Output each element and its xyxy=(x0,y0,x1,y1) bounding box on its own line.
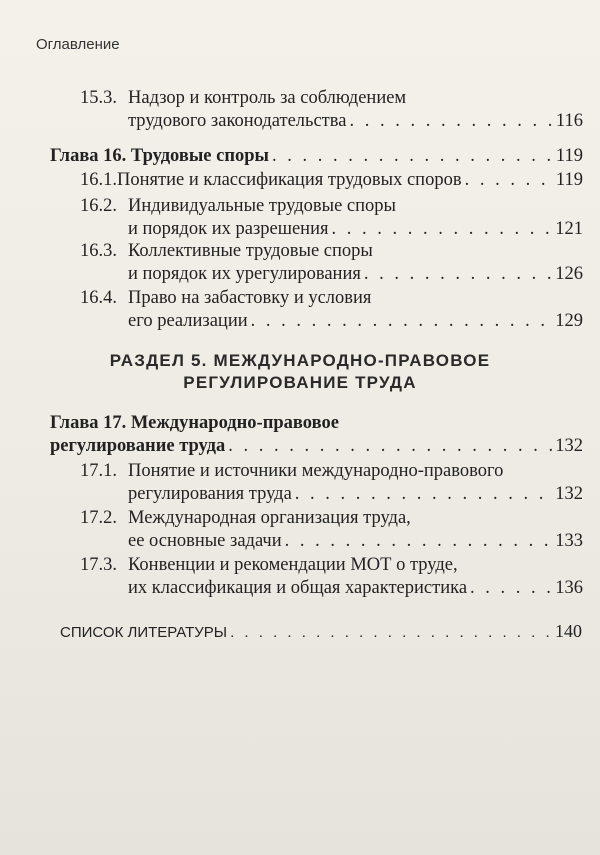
entry-title-line2: и порядок их разрешения xyxy=(128,219,329,239)
entry-title-line2: его реализации xyxy=(128,311,248,331)
entry-title-line2: трудового законодательства xyxy=(128,111,347,131)
page-number: 119 xyxy=(555,146,583,166)
entry-title-line1: Понятие и источники международно-правового xyxy=(128,461,504,481)
page-number: 136 xyxy=(555,578,583,598)
leader-dots xyxy=(349,110,552,133)
page-number: 133 xyxy=(555,531,583,551)
entry-number: 16.4. xyxy=(80,288,117,308)
page-number: 132 xyxy=(555,436,583,456)
entry-title: Понятие и классификация трудовых споров xyxy=(117,170,462,190)
chapter-title-line1: Глава 17. Международно-правовое xyxy=(50,413,339,433)
page-number: 132 xyxy=(555,484,583,504)
toc-entry-16-2[interactable] xyxy=(80,195,583,241)
entry-number: 16.2. xyxy=(80,196,117,216)
page-number: 119 xyxy=(555,170,583,190)
leader-dots xyxy=(465,169,553,192)
toc-entry-16-1[interactable] xyxy=(80,169,583,192)
entry-title-line2: ее основные задачи xyxy=(128,531,282,551)
chapter-title: Глава 16. Трудовые споры xyxy=(50,146,269,166)
bibliography-label: СПИСОК ЛИТЕРАТУРЫ xyxy=(60,624,228,641)
entry-title-line2: регулирования труда xyxy=(128,484,292,504)
entry-title-line1: Международная организация труда, xyxy=(128,508,411,528)
entry-number: 16.1. xyxy=(80,170,117,190)
entry-title-line2: их классификация и общая характеристика xyxy=(128,578,468,598)
page-number: 140 xyxy=(555,621,582,641)
entry-title-line1: Надзор и контроль за соблюдением xyxy=(128,88,407,108)
toc-entry-17-1[interactable] xyxy=(80,460,583,506)
leader-dots xyxy=(470,577,552,600)
chapter-title-line2: регулирование труда xyxy=(50,436,226,456)
toc-entry-17-2[interactable] xyxy=(80,507,583,553)
entry-title-line1: Право на забастовку и условия xyxy=(128,288,372,308)
toc-chapter-17[interactable] xyxy=(50,412,583,458)
page-number: 121 xyxy=(555,219,583,239)
toc-chapter-16[interactable] xyxy=(50,145,583,168)
toc-entry-17-3[interactable] xyxy=(80,554,583,600)
entry-number: 17.2. xyxy=(80,508,117,528)
leader-dots xyxy=(272,145,553,168)
leader-dots xyxy=(251,310,553,333)
entry-number: 16.3. xyxy=(80,241,117,261)
section-heading-line1: РАЗДЕЛ 5. МЕЖДУНАРОДНО-ПРАВОВОЕ xyxy=(109,351,491,370)
page-number: 129 xyxy=(555,311,583,331)
entry-title-line1: Коллективные трудовые споры xyxy=(128,241,373,261)
entry-title-line2: и порядок их урегулирования xyxy=(128,264,361,284)
entry-title-line1: Индивидуальные трудовые споры xyxy=(128,196,396,216)
leader-dots xyxy=(364,263,552,286)
leader-dots xyxy=(285,530,553,553)
leader-dots xyxy=(230,624,552,641)
page-number: 126 xyxy=(555,264,583,284)
entry-title-line1: Конвенции и рекомендации МОТ о труде, xyxy=(128,555,458,575)
entry-number: 15.3. xyxy=(80,88,117,108)
toc-entry-16-4[interactable] xyxy=(80,287,583,333)
leader-dots xyxy=(295,483,552,506)
section-heading xyxy=(60,350,540,394)
page-number: 116 xyxy=(555,111,583,131)
running-head: Оглавление xyxy=(36,36,120,53)
leader-dots xyxy=(331,218,552,241)
section-heading-line2: РЕГУЛИРОВАНИЕ ТРУДА xyxy=(183,373,417,392)
leader-dots xyxy=(228,435,552,458)
toc-bibliography[interactable] xyxy=(60,621,582,642)
toc-entry-16-3[interactable] xyxy=(80,240,583,286)
toc-entry-15-3[interactable] xyxy=(80,87,583,133)
entry-number: 17.1. xyxy=(80,461,117,481)
entry-number: 17.3. xyxy=(80,555,117,575)
